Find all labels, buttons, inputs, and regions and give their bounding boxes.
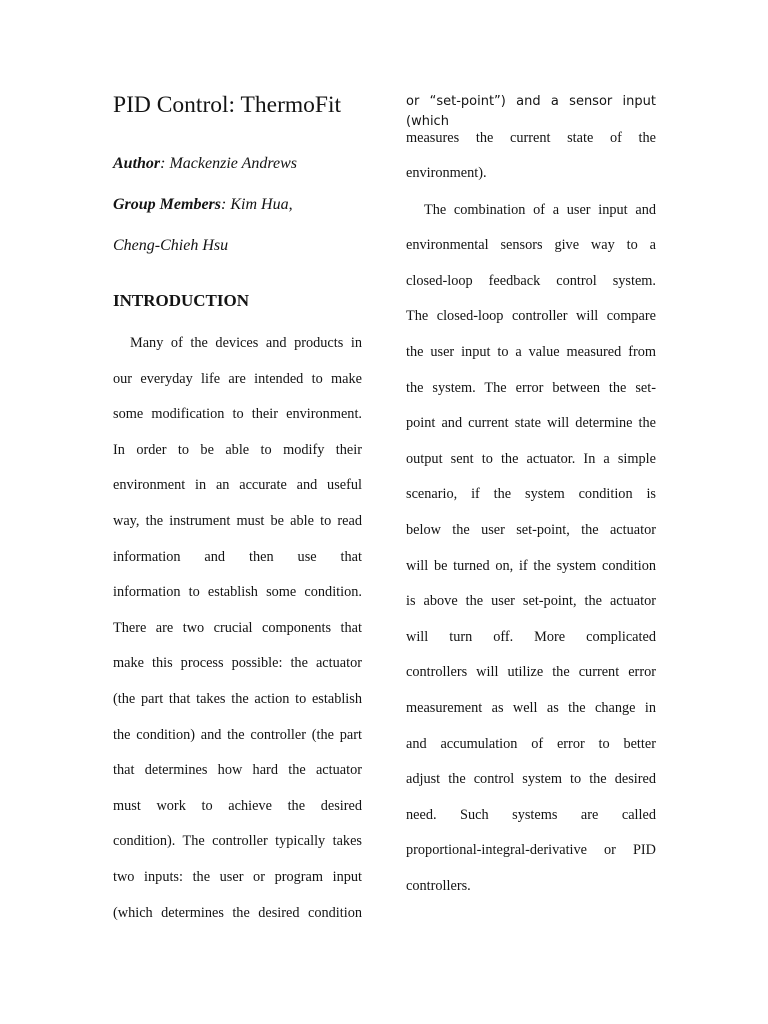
paragraph-line: (the part that takes the action to establish — [113, 691, 362, 707]
paragraph-line: point and current state will determine the — [406, 415, 656, 432]
paragraph-line: is above the user set-point, the actuator — [406, 593, 656, 610]
paragraph-line: way, the instrument must be able to read — [113, 513, 362, 529]
paragraph-line: the user input to a value measured from — [406, 343, 656, 360]
paragraph-line: environment in an accurate and useful — [113, 477, 362, 494]
paragraph-line: our everyday life are intended to make — [113, 370, 362, 387]
paragraph-line: proportional-integral-derivative or PID — [406, 842, 656, 859]
paragraph-line: The closed-loop controller will compare — [406, 308, 656, 325]
paragraph-line: adjust the control system to the desired — [406, 771, 656, 788]
paragraph-line: scenario, if the system condition is — [406, 486, 656, 503]
group-members-label: Group Members — [113, 196, 222, 213]
paragraph-line: controllers. — [406, 877, 471, 894]
group-members-line — [113, 196, 293, 214]
paragraph-line: information to establish some condition. — [113, 584, 362, 601]
paragraph-line: need. Such systems are called — [406, 806, 656, 823]
paragraph-line: condition). The controller typically takes — [113, 833, 362, 850]
paragraph-line: will be turned on, if the system condition — [406, 557, 656, 574]
paragraph-line: must work to achieve the desired — [113, 797, 362, 814]
paragraph-line: There are two crucial components that — [113, 619, 362, 636]
paragraph-line: and accumulation of error to better — [406, 735, 656, 752]
paragraph-line: measurement as well as the change in — [406, 699, 656, 716]
paragraph-line: environment). — [406, 165, 487, 181]
paragraph-line: some modification to their environment. — [113, 406, 362, 423]
paragraph-line: two inputs: the user or program input — [113, 869, 362, 885]
paragraph-line: the system. The error between the set- — [406, 379, 656, 396]
author-label: Author — [113, 155, 161, 172]
paragraph-line: will turn off. More complicated — [406, 628, 656, 645]
section-heading-introduction: INTRODUCTION — [113, 291, 250, 310]
paragraph-line: measures the current state of the — [406, 129, 656, 146]
paragraph-line: closed-loop feedback control system. — [406, 272, 656, 289]
paragraph-line: The combination of a user input and — [424, 201, 656, 218]
author-name: : Mackenzie Andrews — [160, 155, 297, 172]
group-members-names-2: Cheng-Chieh Hsu — [113, 237, 229, 254]
paragraph-line: (which determines the desired condition — [113, 904, 362, 921]
paragraph-line: information and then use that — [113, 548, 362, 565]
paragraph-line: environmental sensors give way to a — [406, 237, 656, 254]
paragraph-line: the condition) and the controller (the part — [113, 726, 362, 743]
paragraph-line: that determines how hard the actuator — [113, 762, 362, 779]
paragraph-line: make this process possible: the actuator — [113, 655, 362, 672]
group-members-names-1: : Kim Hua, — [221, 196, 293, 213]
paragraph-line: or “set-point”) and a sensor input (which — [406, 94, 656, 129]
document-title: PID Control: ThermoFit — [113, 92, 342, 118]
group-members-line-2 — [113, 237, 228, 255]
paragraph-line: output sent to the actuator. In a simple — [406, 450, 656, 467]
paragraph-line: In order to be able to modify their — [113, 441, 362, 458]
author-line — [113, 155, 297, 173]
paragraph-line: Many of the devices and products in — [130, 335, 362, 351]
paragraph-line: controllers will utilize the current error — [406, 664, 656, 681]
paragraph-line: below the user set-point, the actuator — [406, 521, 656, 538]
